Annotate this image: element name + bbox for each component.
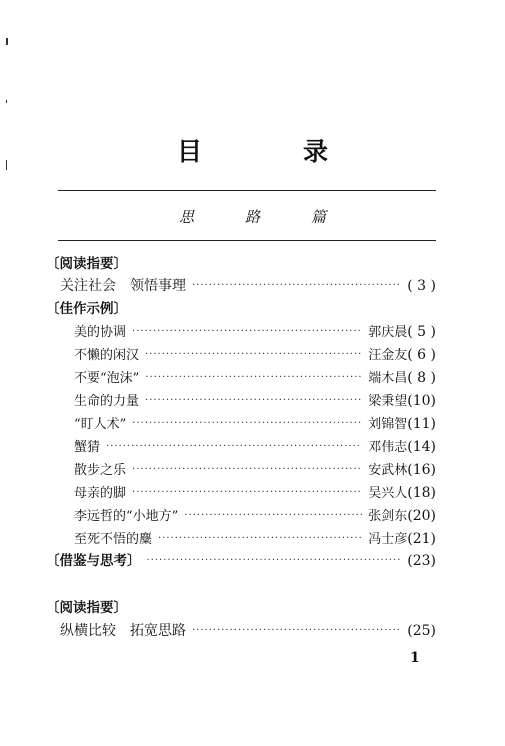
toc-entry-title: 蟹猜 — [74, 440, 101, 455]
toc-header — [46, 253, 436, 275]
toc-entry-page: ( 3 ) — [407, 278, 436, 294]
toc-entry[interactable] — [60, 620, 436, 642]
toc-entry-page: (14) — [407, 439, 436, 455]
toc-entry-author: 安武林 — [368, 463, 408, 478]
toc-entry[interactable] — [74, 528, 436, 550]
toc-entry-page: (21) — [407, 531, 436, 547]
toc-entry-title: 纵横比较 拓宽思路 — [60, 623, 186, 639]
dot-leader — [132, 413, 362, 435]
dot-leader — [132, 482, 362, 504]
toc-entry-page: (11) — [407, 416, 436, 432]
toc-entry-page: (23) — [407, 553, 436, 569]
section-title: 思 路 篇 — [178, 208, 344, 226]
page-title: 目 录 — [176, 137, 366, 166]
toc-entry-title: 李远哲的“小地方” — [74, 509, 179, 524]
dot-leader — [192, 620, 401, 642]
toc-entry-page: ( 5 ) — [407, 324, 436, 340]
dot-leader — [158, 528, 362, 550]
toc-entry-page: (20) — [407, 508, 436, 524]
toc-entry-author: 冯士彦 — [368, 532, 408, 547]
dot-leader — [192, 275, 401, 297]
toc-entry-page: (25) — [407, 623, 436, 639]
toc-entry-author: 刘锦智 — [368, 417, 408, 432]
dot-leader — [132, 459, 362, 481]
toc-entry[interactable] — [74, 321, 436, 343]
toc-entry-page: (10) — [407, 393, 436, 409]
dot-leader — [184, 505, 362, 527]
toc-entry-author: 汪金友 — [368, 348, 408, 363]
toc-entry[interactable] — [74, 390, 436, 412]
toc-entry-title: 至死不悟的麋 — [74, 532, 153, 547]
toc-header-label: 〔借鉴与思考〕 — [46, 553, 141, 569]
toc-entry[interactable] — [74, 459, 436, 481]
toc-entry-page: ( 6 ) — [407, 347, 436, 363]
toc-entry-page: ( 8 ) — [407, 370, 436, 386]
toc-entry-author: 吴兴人 — [368, 486, 408, 501]
toc-entry-author: 梁秉望 — [368, 394, 408, 409]
toc-entry-author: 郭庆晨 — [368, 325, 408, 340]
toc-entry-page: (16) — [407, 462, 436, 478]
toc-entry[interactable] — [74, 344, 436, 366]
dot-leader — [145, 367, 362, 389]
toc-entry-title: 母亲的脚 — [74, 486, 127, 501]
toc-entry-title: 美的协调 — [74, 325, 127, 340]
toc-entry[interactable] — [60, 275, 436, 297]
dot-leader — [147, 550, 402, 572]
dot-leader — [132, 321, 362, 343]
toc-entry-author: 端木昌 — [368, 371, 408, 386]
scan-mark — [6, 100, 7, 103]
toc-header — [46, 597, 436, 619]
dot-leader — [145, 390, 362, 412]
section-divider-bottom — [58, 240, 436, 241]
section-divider-top — [58, 190, 436, 191]
toc-entry-title: 散步之乐 — [74, 463, 127, 478]
page-number: 1 — [410, 650, 420, 666]
dot-leader — [145, 344, 362, 366]
toc-entry[interactable] — [74, 436, 436, 458]
toc-header-label: 〔阅读指要〕 — [46, 600, 127, 616]
scan-mark — [6, 160, 7, 170]
toc-entry-title: 关注社会 领悟事理 — [60, 278, 186, 294]
scan-mark — [6, 38, 8, 45]
toc-entry-page: (18) — [407, 485, 436, 501]
toc-entry-title: “盯人术” — [74, 417, 127, 432]
toc-entry[interactable] — [46, 550, 436, 572]
toc-header-label: 〔佳作示例〕 — [46, 301, 127, 317]
toc-header — [46, 298, 436, 320]
dot-leader — [106, 436, 362, 458]
toc-entry[interactable] — [74, 413, 436, 435]
toc-header-label: 〔阅读指要〕 — [46, 256, 127, 272]
toc-entry[interactable] — [74, 482, 436, 504]
toc-entry-title: 生命的力量 — [74, 394, 140, 409]
toc-entry-author: 张剑东 — [368, 509, 408, 524]
toc-entry-title: 不懒的闲汉 — [74, 348, 140, 363]
toc-entry-title: 不要“泡沫” — [74, 371, 140, 386]
toc-entry-author: 邓伟志 — [368, 440, 408, 455]
toc-entry[interactable] — [74, 505, 436, 527]
toc-entry[interactable] — [74, 367, 436, 389]
